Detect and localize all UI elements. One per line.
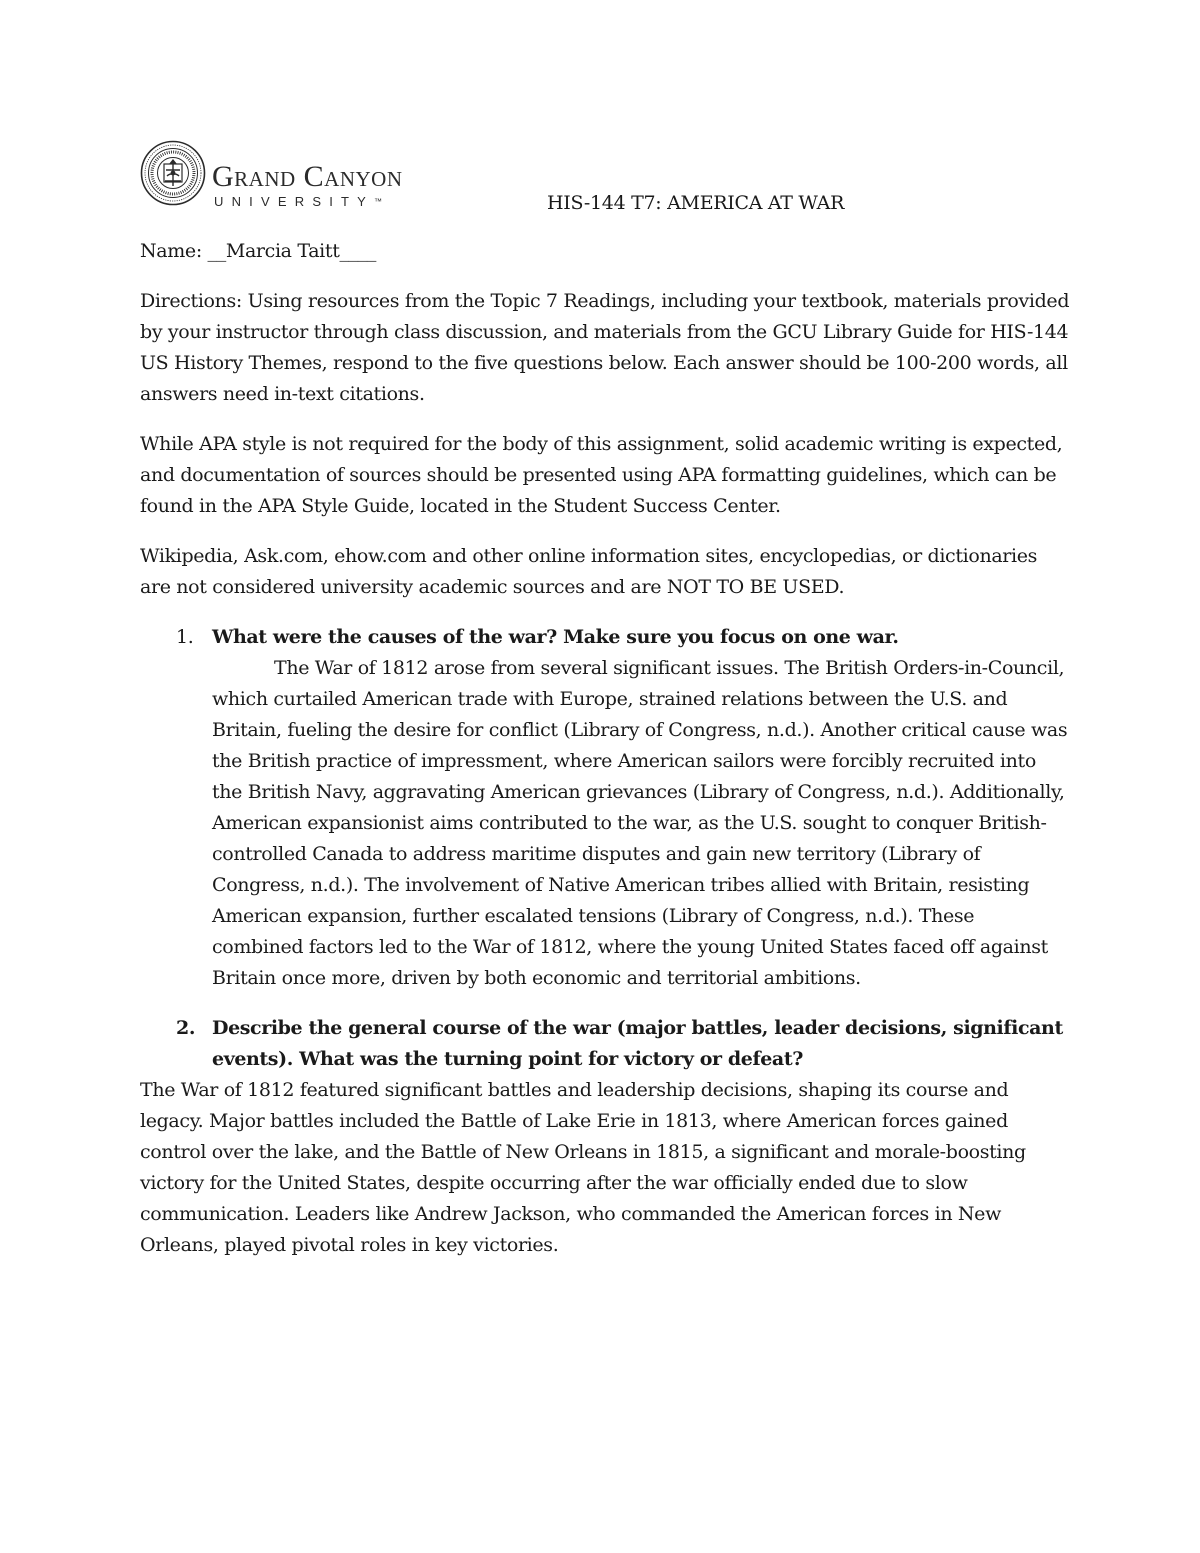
student-name-line: Name: __Marcia Taitt____ — [140, 240, 377, 262]
apa-note-paragraph: While APA style is not required for the body of this assignment, solid academic writing is expected, and documentation of sources should be presented using APA formatting guidelines, which can be found in the APA Style Guide, located in the Student Success Center. — [140, 433, 1063, 517]
document-title: HIS-144 T7: AMERICA AT WAR — [547, 192, 845, 214]
document-body — [140, 236, 1070, 1280]
question-number: 1. — [176, 626, 194, 648]
question-number: 2. — [176, 1017, 196, 1039]
question-text: Describe the general course of the war (major battles, leader decisions, significant events). What was the turning point for victory or defeat? — [212, 1017, 1063, 1070]
answer-text: The War of 1812 arose from several significant issues. The British Orders-in-Council, which curtailed American trade with Europe, strained relations between the U.S. and Britain, fueling the desire for conflict (Library of Congress, n.d.). Another critical cause was the British practice of impressment, where American sailors were forcibly recruited into the British Navy, aggravating American grievances (Library of Congress, n.d.). Additionally, American expansionist aims contributed to the war, as the U.S. sought to conquer British-controlled Canada to address maritime disputes and gain new territory (Library of Congress, n.d.). The involvement of Native American tribes allied with Britain, resisting American expansion, further escalated tensions (Library of Congress, n.d.). These combined factors led to the War of 1812, where the young United States faced off against Britain once more, driven by both economic and territorial ambitions. — [212, 657, 1068, 989]
answer-text-2: The War of 1812 featured significant battles and leadership decisions, shaping its course and legacy. Major battles included the Battle of Lake Erie in 1813, where American forces gained control over the lake, and the Battle of New Orleans in 1815, a significant and morale-boosting victory for the United States, despite occurring after the war officially ended due to slow communication. Leaders like Andrew Jackson, who commanded the American forces in New Orleans, played pivotal roles in key victories. — [140, 1079, 1026, 1256]
logo-tm: ™ — [374, 197, 383, 206]
logo-sub-label: UNIVERSITY — [214, 194, 375, 209]
directions-paragraph: Directions: Using resources from the Topic 7 Readings, including your textbook, materials provided by your instructor through class discussion, and materials from the GCU Library Guide for HIS-144 US History Themes, respond to the five questions below. Each answer should be 100-200 words, all answers need in-text citations. — [140, 290, 1070, 405]
sources-warning-paragraph: Wikipedia, Ask.com, ehow.com and other online information sites, encyclopedias, or dictionaries are not considered university academic sources and are NOT TO BE USED. — [140, 545, 1038, 598]
question-item-1 — [140, 622, 1070, 994]
university-seal-icon — [140, 140, 206, 206]
logo-main-text: Grand Canyon — [212, 160, 403, 193]
question-text: What were the causes of the war? Make sure you focus on one war. — [212, 626, 899, 648]
university-wordmark — [212, 162, 403, 210]
question-item-2 — [140, 1013, 1070, 1075]
logo-sub-text — [214, 194, 403, 210]
document-header — [140, 138, 1060, 218]
question-list — [140, 622, 1070, 1075]
